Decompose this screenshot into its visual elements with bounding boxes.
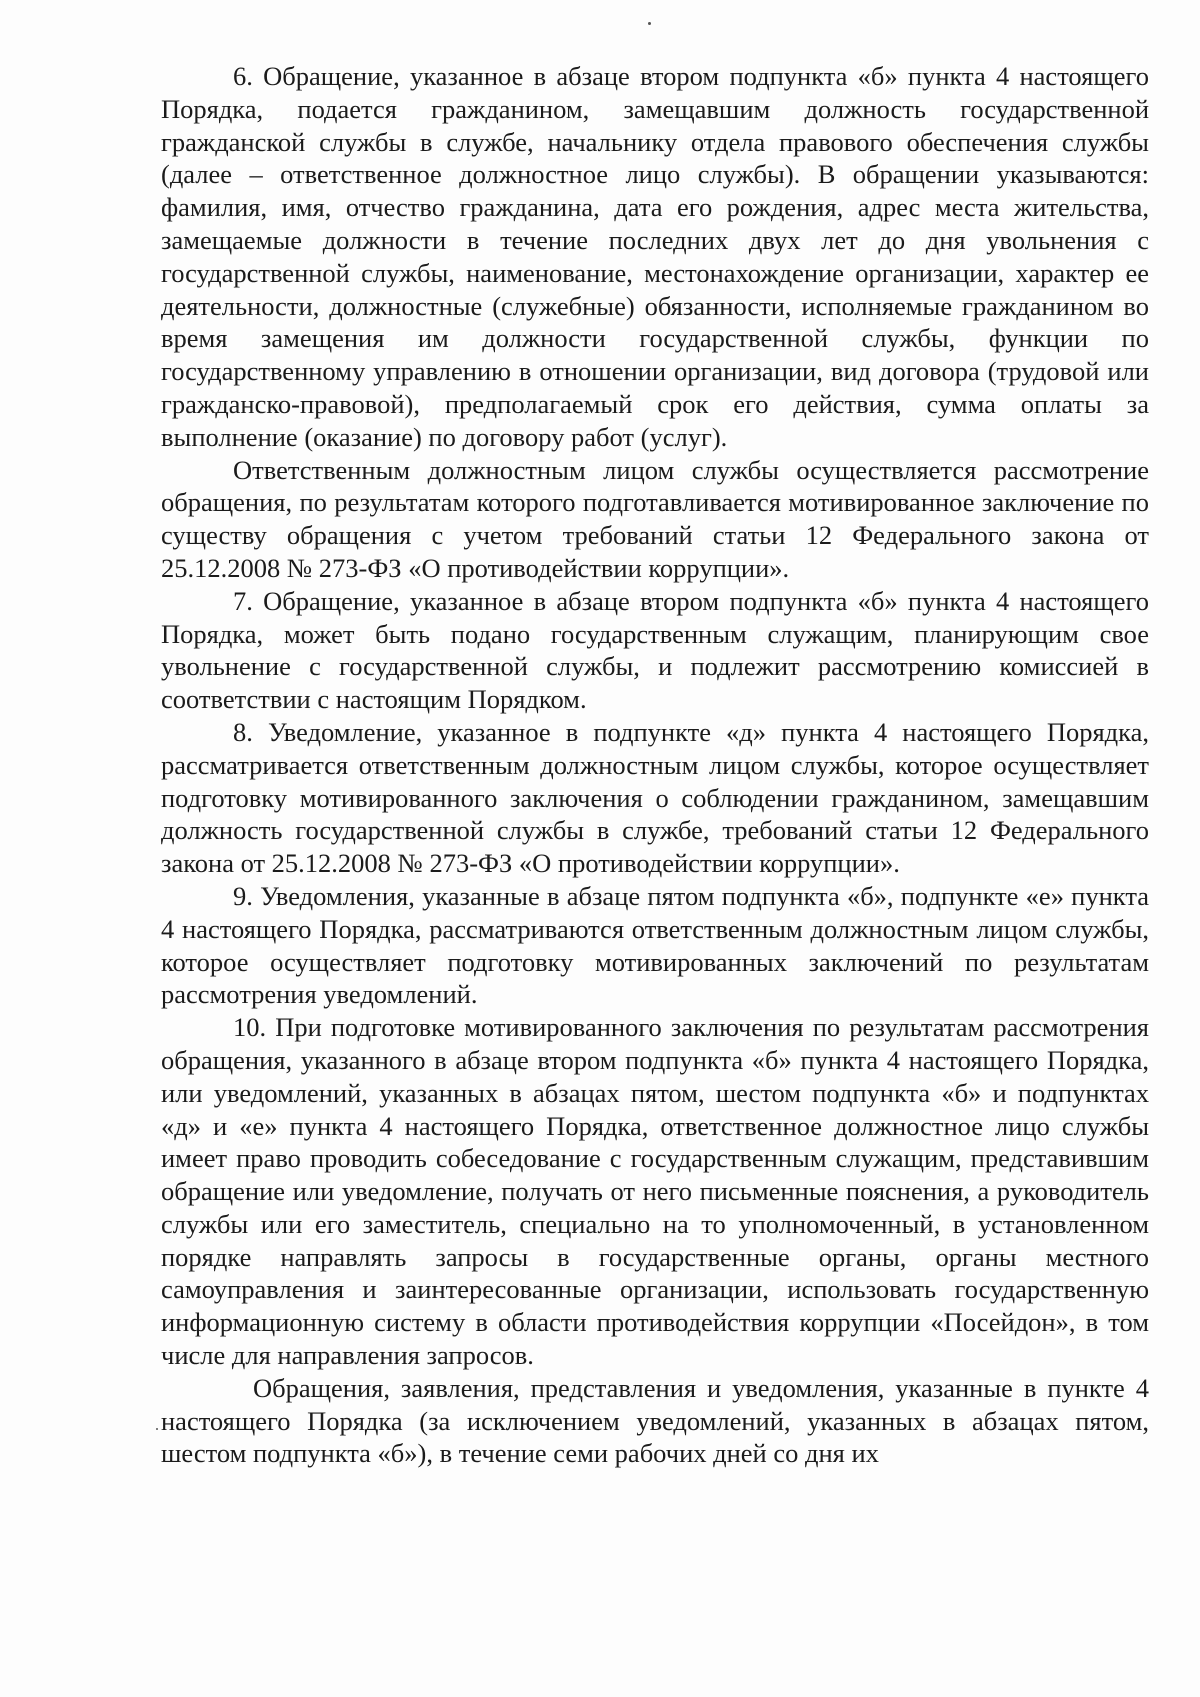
paragraph-appeals: Обращения, заявления, представления и уведомления, указанные в пункте 4 настоящего Порядка (за исключением уведомлений, указанных в абзацах пятом, шестом подпункта «б»), в течение семи рабочих дней со дня их	[161, 1372, 1149, 1469]
paragraph-item-7: 7. Обращение, указанное в абзаце втором подпункта «б» пункта 4 настоящего Порядка, может быть подано государственным служащим, планирующим свое увольнение с государственной службы, и подлежит рассмотрению комиссией в соответствии с настоящим Порядком.	[161, 585, 1149, 715]
paragraph-item-8: 8. Уведомление, указанное в подпункте «д» пункта 4 настоящего Порядка, рассматривается ответственным должностным лицом службы, которое осуществляет подготовку мотивированного заключения о соблюдении гражданином, замещавшим должность государственной службы в службе, требований статьи 12 Федерального закона от 25.12.2008 № 273-ФЗ «О противодействии коррупции».	[161, 716, 1149, 879]
scan-speck	[648, 22, 651, 25]
paragraph-item-6-review: Ответственным должностным лицом службы осуществляется рассмотрение обращения, по результатам которого подготавливается мотивированное заключение по существу обращения с учетом требований статьи 12 Федерального закона от 25.12.2008 № 273-ФЗ «О противодействии коррупции».	[161, 454, 1149, 583]
paragraph-item-9: 9. Уведомления, указанные в абзаце пятом подпункта «б», подпункте «е» пункта 4 настоящего Порядка, рассматриваются ответственным должностным лицом службы, которое осуществляет подготовку мотивированных заключений по результатам рассмотрения уведомлений.	[161, 880, 1149, 1010]
paragraph-item-10: 10. При подготовке мотивированного заключения по результатам рассмотрения обращения, указанного в абзаце втором подпункта «б» пункта 4 настоящего Порядка, или уведомлений, указанных в абзацах пятом, шестом подпункта «б» и подпунктах «д» и «е» пункта 4 настоящего Порядка, ответственное должностное лицо службы имеет право проводить собеседование с государственным служащим, представившим обращение или уведомление, получать от него письменные пояснения, а руководитель службы или его заместитель, специально на то уполномоченный, в установленном порядке направлять запросы в государственные органы, органы местного самоуправления и заинтересованные организации, использовать государственную информационную систему в области противодействия коррупции «Посейдон», в том числе для направления запросов.	[161, 1012, 1149, 1371]
paragraph-item-6: 6. Обращение, указанное в абзаце втором подпункта «б» пункта 4 настоящего Порядка, подается гражданином, замещавшим должность государственной гражданской службы в службе, начальнику отдела правового обеспечения службы (далее – ответственное должностное лицо службы). В обращении указываются: фамилия, имя, отчество гражданина, дата его рождения, адрес места жительства, замещаемые должности в течение последних двух лет до дня увольнения с государственной службы, наименование, местонахождение организации, характер ее деятельности, должностные (служебные) обязанности, исполняемые гражданином во время замещения им должности государственной службы, функции по государственному управлению в отношении организации, вид договора (трудовой или гражданско-правовой), предполагаемый срок его действия, сумма оплаты за выполнение (оказание) по договору работ (услуг).	[161, 61, 1149, 452]
scan-speck	[156, 1428, 158, 1430]
document-body	[161, 60, 1149, 1470]
